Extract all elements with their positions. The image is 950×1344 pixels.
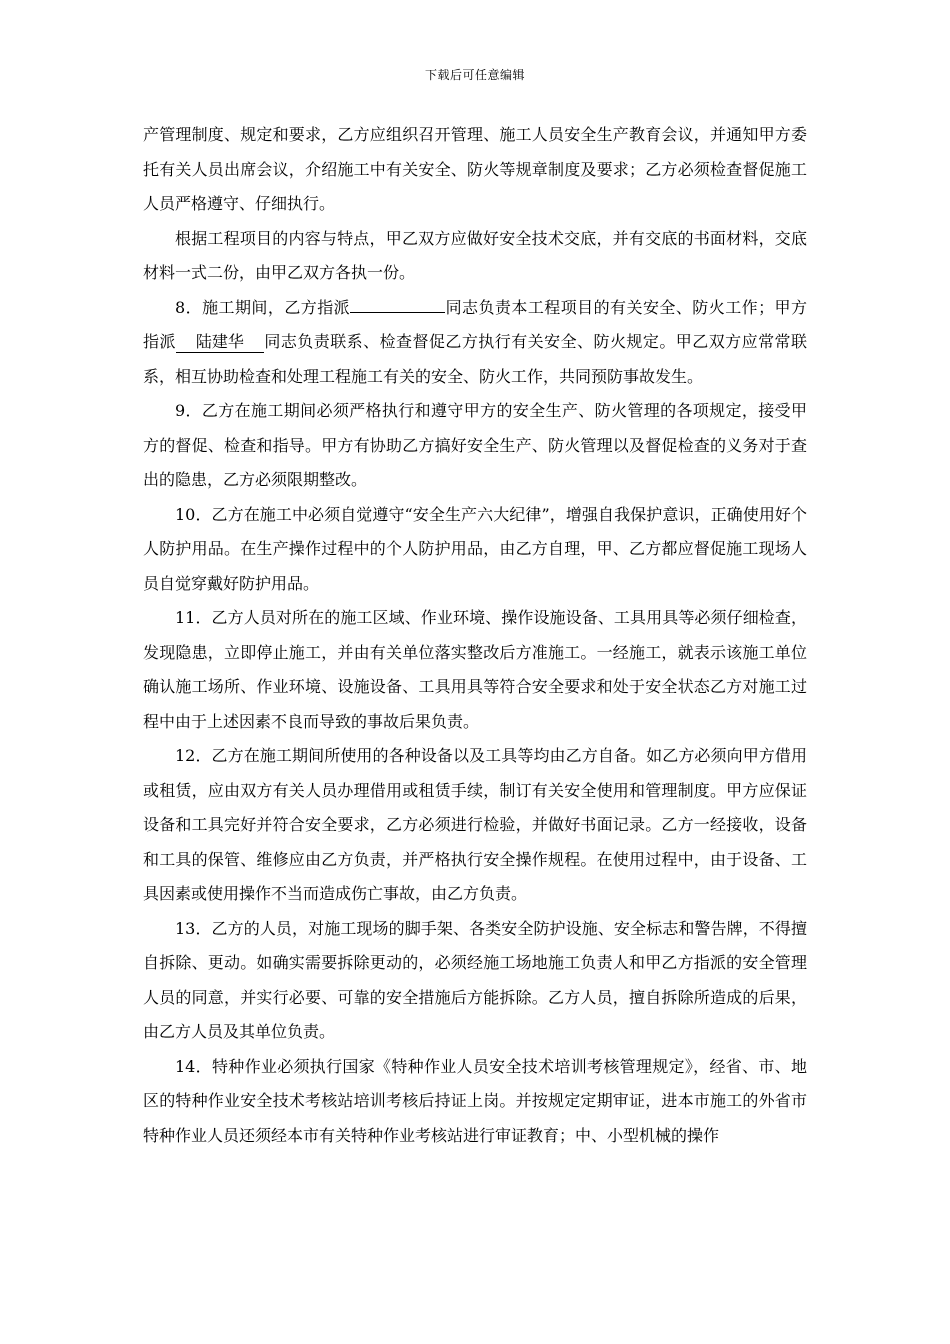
- party-a-delegate-name: 陆建华: [176, 332, 264, 353]
- paragraph-10: 10．乙方在施工中必须自觉遵守“安全生产六大纪律”，增强自我保护意识，正确使用好个人防护用品。在生产操作过程中的个人防护用品，由乙方自理，甲、乙方都应督促施工现场人员自觉穿戴好防护用品。: [143, 504, 807, 593]
- paragraph-13: 13．乙方的人员，对施工现场的脚手架、各类安全防护设施、安全标志和警告牌，不得擅自拆除、更动。如确实需要拆除更动的，必须经施工场地施工负责人和甲乙方指派的安全管理人员的同意，并实行必要、可靠的安全措施后方能拆除。乙方人员，擅自拆除所造成的后果，由乙方人员及其单位负责。: [143, 918, 807, 1041]
- paragraph-8-part-b: 同志负责本工程项目的有关安全、防火工作；甲方指派: [143, 297, 807, 351]
- blank-party-b-delegate: [350, 312, 445, 313]
- paragraph-continuation: 产管理制度、规定和要求，乙方应组织召开管理、施工人员安全生产教育会议，并通知甲方委托有关人员出席会议，介绍施工中有关安全、防火等规章制度及要求；乙方必须检查督促施工人员严格遵守、仔细执行。: [143, 125, 807, 213]
- document-body: [143, 118, 807, 1153]
- page-header: 下载后可任意编辑: [424, 68, 525, 82]
- paragraph-12: 12．乙方在施工期间所使用的各种设备以及工具等均由乙方自备。如乙方必须向甲方借用或租赁，应由双方有关人员办理借用或租赁手续，制订有关安全使用和管理制度。甲方应保证设备和工具完好并符合安全要求，乙方必须进行检验，并做好书面记录。乙方一经接收，设备和工具的保管、维修应由乙方负责，并严格执行安全操作规程。在使用过程中，由于设备、工具因素或使用操作不当而造成伤亡事故，由乙方负责。: [143, 746, 807, 903]
- paragraph-8: [143, 291, 807, 395]
- paragraph-safety-briefing: 根据工程项目的内容与特点，甲乙双方应做好安全技术交底，并有交底的书面材料，交底材料一式二份，由甲乙双方各执一份。: [143, 228, 807, 282]
- paragraph-14: 14．特种作业必须执行国家《特种作业人员安全技术培训考核管理规定》，经省、市、地区的特种作业安全技术考核站培训考核后持证上岗。并按规定定期审证，进本市施工的外省市特种作业人员还须经本市有关特种作业考核站进行审证教育；中、小型机械的操作: [143, 1056, 807, 1145]
- paragraph-8-part-c: 同志负责联系、检查督促乙方执行有关安全、防火规定。甲乙双方应常常联系，相互协助检查和处理工程施工有关的安全、防火工作，共同预防事故发生。: [143, 332, 807, 386]
- paragraph-8-part-a: 8．施工期间，乙方指派: [175, 297, 351, 317]
- paragraph-9: 9．乙方在施工期间必须严格执行和遵守甲方的安全生产、防火管理的各项规定，接受甲方的督促、检查和指导。甲方有协助乙方搞好安全生产、防火管理以及督促检查的义务对于查出的隐患，乙方必须限期整改。: [143, 401, 807, 489]
- paragraph-11: 11．乙方人员对所在的施工区域、作业环境、操作设施设备、工具用具等必须仔细检查，发现隐患，立即停止施工，并由有关单位落实整改后方准施工。一经施工，就表示该施工单位确认施工场所、作业环境、设施设备、工具用具等符合安全要求和处于安全状态乙方对施工过程中由于上述因素不良而导致的事故后果负责。: [143, 608, 807, 731]
